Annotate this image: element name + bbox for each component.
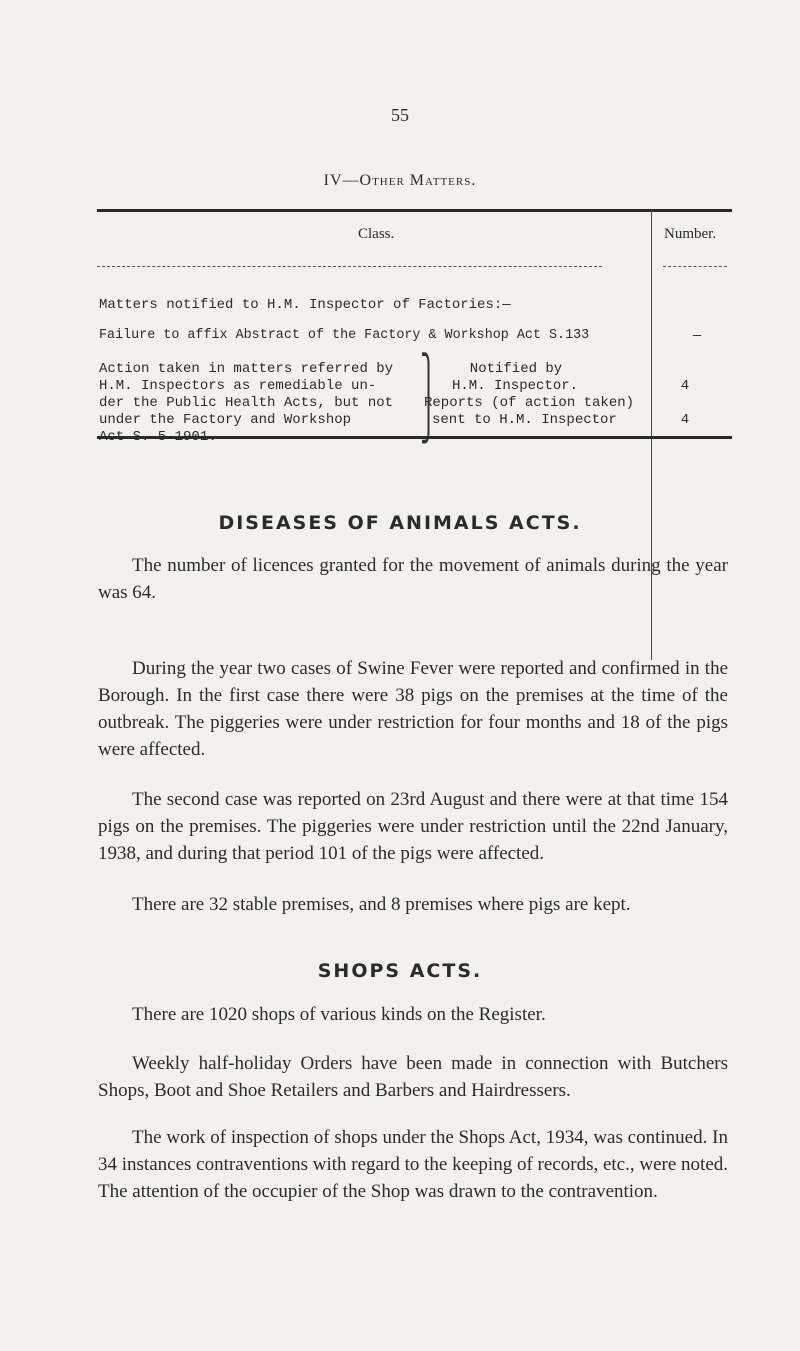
shops-paragraph: There are 1020 shops of various kinds on the Register. — [132, 1004, 546, 1025]
diseases-paragraph: During the year two cases of Swine Fever were reported and confirmed in the Borough. In the first case there were 38 pigs on the premises at the time of the outbreak. The piggeries were under restriction for four months and 18 of the pigs were affected. — [98, 658, 728, 760]
diseases-paragraph: The second case was reported on 23rd August and there were at that time 154 pigs on the premises. The piggeries were under restriction until the 22nd January, 1938, and during that period 101 of the pigs were affected. — [98, 789, 728, 864]
row-failure-abstract: Failure to affix Abstract of the Factory & Workshop Act S.133 — [99, 328, 590, 343]
bracket-top: ⎫ — [420, 353, 437, 404]
reports-sent — [424, 395, 634, 429]
diseases-paragraph: The number of licences granted for the movement of animals during the year was 64. — [98, 555, 728, 603]
notified-by-inspector — [432, 361, 578, 395]
notified-number: 4 — [680, 378, 690, 394]
notified-line: Notified by — [469, 361, 563, 377]
page-number: 55 — [391, 105, 409, 125]
action-taken-description — [99, 361, 393, 446]
diseases-paragraph: There are 32 stable premises, and 8 premises where pigs are kept. — [132, 894, 631, 915]
shops-paragraph: The work of inspection of shops under the Shops Act, 1934, was continued. In 34 instances contraventions with regard to the keeping of records, etc., were noted. The attention of the occupier of the Shop was drawn to the contravention. — [98, 1127, 728, 1202]
header-rule-class — [97, 266, 602, 267]
table-top-rule — [97, 209, 732, 212]
action-line: under the Factory and Workshop — [99, 412, 352, 428]
column-header-number: Number. — [664, 226, 717, 242]
table-bottom-rule — [97, 436, 732, 439]
row-matters-notified: Matters notified to H.M. Inspector of Factories:— — [99, 297, 511, 313]
action-line: der the Public Health Acts, but not — [99, 395, 394, 411]
action-line: Action taken in matters referred by — [99, 361, 394, 377]
reports-line: Reports (of action taken) — [424, 395, 635, 411]
column-header-class: Class. — [358, 226, 395, 242]
reports-number: 4 — [680, 412, 690, 428]
failure-abstract-number: — — [692, 328, 702, 344]
notified-line: H.M. Inspector. — [452, 378, 579, 394]
section-title: IV—Other Matters. — [323, 172, 477, 189]
diseases-heading: DISEASES OF ANIMALS ACTS. — [218, 512, 582, 534]
shops-heading: SHOPS ACTS. — [317, 960, 483, 982]
reports-line: sent to H.M. Inspector — [432, 412, 617, 428]
shops-paragraph: Weekly half-holiday Orders have been made in connection with Butchers Shops, Boot and Shoe Retailers and Barbers and Hairdressers. — [98, 1053, 728, 1101]
header-rule-number — [663, 266, 727, 267]
action-line: H.M. Inspectors as remediable un- — [99, 378, 377, 394]
action-line: Act S. 5 1901. — [99, 429, 217, 445]
bracket-bottom: ⎭ — [420, 393, 437, 444]
